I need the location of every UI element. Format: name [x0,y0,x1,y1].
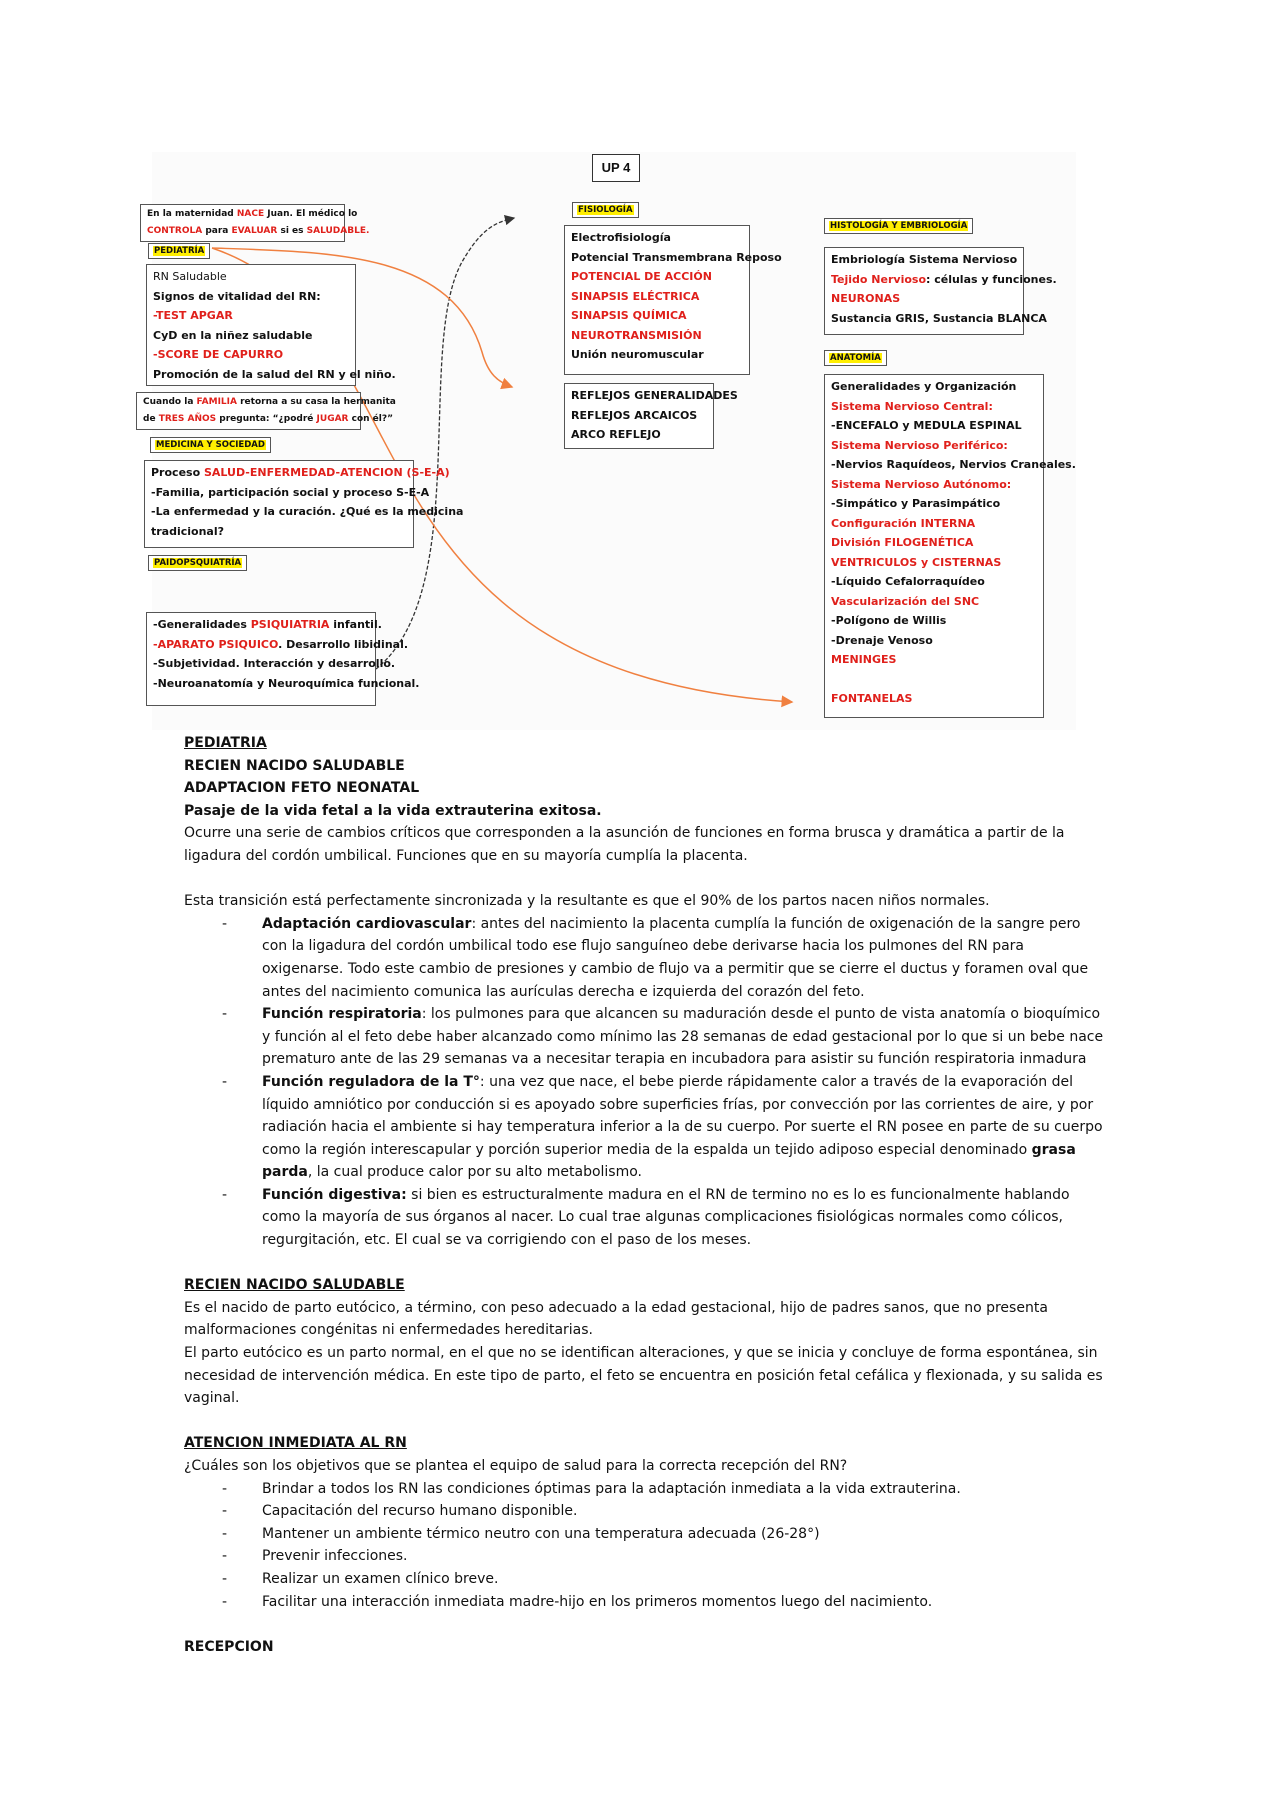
text-run: Proceso [151,466,204,479]
text-run: de [143,414,159,424]
concept-map [143,152,1076,730]
text-run: En la maternidad [147,209,237,219]
list-item: - Función respiratoria: los pulmones para que alcancen su maduración desde el punto de vista anatomía o bioquímico y función al el feto debe haber alcanzado como mínimo las 28 semanas de edad gestacional por lo que si un bebe nace prematuro ante de las 29 semanas va a necesitar terapia en incubadora para asistir su función respiratoria inmadura [184,1003,1104,1071]
text-run: SINAPSIS QUÍMICA [571,309,687,322]
text-run: infantil. [329,618,382,631]
text-run: REFLEJOS GENERALIDADES [571,389,738,402]
text-run: NACE [236,209,265,219]
text-run: -Drenaje Venoso [831,633,933,647]
text-run: TRES AÑOS [158,414,217,424]
list-item: - Función reguladora de la T°: una vez que nace, el bebe pierde rápidamente calor a través de la evaporación del líquido amniótico por conducción si es apoyado sobre superficies frías, por convección por las corrientes de aire, y por radiación hacia el ambiente si hay temperatura inferior a la de su cuerpo. Por suerte el RN posee en parte de su cuerpo como la región interescapular y porción superior media de la espalda un tejido adiposo especial denominado grasa parda, la cual produce calor por su alto metabolismo. [184,1071,1104,1184]
line-10 [831,572,1037,592]
text-run: Configuración INTERNA [831,516,976,530]
text-run: FAMILIA [196,397,237,407]
line-2 [571,425,707,445]
line-1 [153,287,349,307]
line-0 [147,206,358,223]
text-run: retorna a su casa la hermanita [236,397,396,407]
heading-pasaje: Pasaje de la vida fetal a la vida extrauterina exitosa. [184,802,602,819]
line-2 [153,654,396,674]
line-6 [571,345,743,365]
box-anatomia [824,374,1076,718]
text-run: PSIQUIATRIA [250,618,330,631]
heading-rn-saludable-2: RECIEN NACIDO SALUDABLE [184,1277,405,1294]
text-run: JUGAR [316,414,349,424]
line-4 [571,306,743,326]
text-run: REFLEJOS ARCAICOS [571,408,698,422]
line-0 [151,463,450,483]
line-9 [831,553,1037,573]
line-1 [151,483,430,503]
tag-pediatria: PEDIATRÍA [148,243,210,259]
text-run: VENTRICULOS y CISTERNAS [831,555,1002,569]
text-run: CyD en la niñez saludable [153,328,313,342]
tag-medicina: MEDICINA Y SOCIEDAD [150,437,271,453]
text-run: Promoción de la salud del RN y el niño. [153,367,396,381]
unit-title: UP 4 [592,154,640,182]
text-run: -Generalidades [153,618,251,631]
line-3 [153,674,420,694]
heading-rn-saludable: RECIEN NACIDO SALUDABLE [184,757,405,774]
text-run: RN Saludable [153,270,227,283]
line-2 [831,416,1037,436]
list-item: - Función digestiva: si bien es estructuralmente madura en el RN de termino no es lo es funcionalmente hablando como la mayoría de sus órganos al nacer. Lo cual trae algunas complicaciones fisiológicas normales como cólicos, regurgitación, etc. El cual se va corrigiendo con el paso de los meses. [184,1184,1104,1252]
list-item: - Facilitar una interacción inmediata madre-hijo en los primeros momentos luego del nacimiento. [184,1591,1104,1614]
text-run: Cuando la [143,397,197,407]
paragraph-cambios: Ocurre una serie de cambios críticos que corresponden a la asunción de funciones en forma brusca y dramática a partir de la ligadura del cordón umbilical. Funciones que en su mayoría cumplía la placenta. [184,825,1065,864]
text-run: CONTROLA [147,226,203,236]
line-1 [571,248,782,268]
line-2 [571,267,743,287]
text-run: -Familia, participación social y proceso S-E-A [151,485,430,499]
line-1 [831,270,1057,290]
text-run: MENINGES [831,653,897,666]
text-run: si es [277,226,307,236]
line-14 [831,650,1037,670]
tag-histologia: HISTOLOGÍA Y EMBRIOLOGÍA [824,218,973,234]
line-0 [153,267,349,287]
text-run: POTENCIAL DE ACCIÓN [571,270,712,283]
tag-anatomia: ANATOMÍA [824,350,887,366]
line-0 [831,250,1017,270]
line-5 [831,475,1037,495]
tag-fisiologia: FISIOLOGÍA [572,202,639,218]
text-run: SALUD-ENFERMEDAD-ATENCION (S-E-A) [203,466,450,479]
text-run: -TEST APGAR [153,309,233,322]
text-run: FONTANELAS [831,692,913,705]
line-15 [831,670,1037,690]
line-6 [831,494,1037,514]
line-7 [831,514,1037,534]
heading-pediatria: PEDIATRIA [184,735,267,751]
line-12 [831,611,1037,631]
line-8 [831,533,1037,553]
text-run: -Líquido Cefalorraquídeo [831,575,985,588]
line-0 [143,394,396,411]
line-5 [153,365,396,385]
list-item: - Adaptación cardiovascular: antes del nacimiento la placenta cumplía la función de oxigenación de la sangre pero con la ligadura del cordón umbilical todo ese flujo sanguíneo debe derivarse hacia los pulmones del RN para oxigenarse. Todo este cambio de presiones y cambio de flujo va a permitir que se cierre el ductus y foramen oval que antes del nacimiento comunica las aurículas derecha e izquierda del corazón del feto. [184,913,1104,1003]
box-pediatria [146,264,396,386]
line-2 [151,502,464,522]
list-item: - Mantener un ambiente térmico neutro con una temperatura adecuada (26-28°) [184,1523,1104,1546]
line-1 [147,223,370,240]
text-run: -ENCEFALO y MEDULA ESPINAL [831,419,1022,432]
line-2 [831,289,1017,309]
line-4 [831,455,1076,475]
heading-recepcion: RECEPCION [184,1638,274,1655]
text-run: Generalidades y Organización [831,380,1017,393]
paragraph-rn-definicion: Es el nacido de parto eutócico, a término, con peso adecuado a la edad gestacional, hijo de padres sanos, que no presenta malformaciones congénitas ni enfermedades hereditarias. [184,1299,1048,1339]
paragraph-parto: El parto eutócico es un parto normal, en el que no se identifican alteraciones, y que se inicia y concluye de forma espontánea, sin necesidad de intervención médica. En este tipo de parto, el feto se encuentra en posición fetal cefálica y flexionada, y su salida es vaginal. [184,1345,1103,1407]
text-run: Tejido Nervioso [831,272,926,286]
text-run: ARCO REFLEJO [571,428,661,441]
text-run: Potencial Transmembrana Reposo [571,250,782,264]
line-3 [151,522,407,542]
text-run: tradicional? [151,524,225,538]
box-histologia [824,247,1057,335]
line-3 [831,309,1047,329]
heading-atencion: ATENCION INMEDIATA AL RN [184,1435,407,1452]
text-run: Juan. El médico lo [264,209,358,219]
line-4 [153,345,349,365]
text-run: -SCORE DE CAPURRO [153,348,284,361]
line-0 [831,377,1037,397]
text-run: Sustancia GRIS, Sustancia BLANCA [831,311,1047,325]
line-1 [571,406,707,426]
text-run: Sistema Nervioso Central: [831,399,993,413]
text-run: División FILOGENÉTICA [831,536,974,549]
text-run: . Desarrollo libidinal. [278,637,409,651]
line-0 [153,615,382,635]
line-1 [831,397,1037,417]
line-2 [153,306,349,326]
paragraph-objetivos: ¿Cuáles son los objetivos que se plantea el equipo de salud para la correcta recepción del RN? [184,1458,848,1474]
text-run: -Subjetividad. Interacción y desarrollo. [153,657,396,670]
list-item: - Brindar a todos los RN las condiciones óptimas para la adaptación inmediata a la vida extrauterina. [184,1478,1104,1501]
list-item: - Capacitación del recurso humano disponible. [184,1500,1104,1523]
box-reflejos [564,383,738,449]
line-1 [143,411,394,428]
text-run: pregunta: “¿podré [216,414,317,424]
list-item: - Realizar un examen clínico breve. [184,1568,1104,1591]
line-13 [831,631,1037,651]
text-run: -Nervios Raquídeos, Nervios Craneales. [831,458,1076,471]
text-run: con él?” [348,414,394,424]
line-0 [571,228,743,248]
text-run: Vascularización del SNC [831,594,980,608]
text-run: -Neuroanatomía y Neuroquímica funcional. [153,676,420,690]
text-run: -La enfermedad y la curación. ¿Qué es la medicina [151,505,464,518]
document-body [184,732,1104,1658]
line-11 [831,592,1037,612]
note-nace [140,204,370,242]
text-run: -APARATO PSIQUICO [153,637,279,651]
line-0 [571,386,738,406]
text-run: Sistema Nervioso Autónomo: [831,477,1012,491]
line-3 [831,436,1037,456]
list-objetivos [184,1478,1104,1614]
text-run: SALUDABLE. [306,226,370,236]
text-run: para [202,226,232,236]
text-run: Sistema Nervioso Periférico: [831,438,1008,452]
paragraph-transicion: Esta transición está perfectamente sincronizada y la resultante es que el 90% de los partos nacen niños normales. [184,893,990,910]
text-run: SINAPSIS ELÉCTRICA [571,289,700,303]
box-fisiologia [564,225,782,375]
text-run: Embriología Sistema Nervioso [831,253,1018,266]
text-run: -Simpático y Parasimpático [831,497,1001,510]
text-run: -Polígono de Willis [831,614,947,627]
line-5 [571,326,743,346]
line-1 [153,635,409,655]
text-run: : células y funciones. [926,272,1057,286]
text-run: EVALUAR [231,226,278,236]
text-run: Electrofisiología [571,231,671,244]
heading-adaptacion: ADAPTACION FETO NEONATAL [184,780,420,797]
list-item: - Prevenir infecciones. [184,1545,1104,1568]
text-run: NEURONAS [831,292,901,305]
box-paidopsiquiatria [146,612,420,706]
text-run: Unión neuromuscular [571,348,704,361]
box-medicina [144,460,464,548]
line-3 [571,287,743,307]
line-16 [831,689,1037,709]
line-3 [153,326,349,346]
text-run: Signos de vitalidad del RN: [153,289,321,303]
list-funciones [184,913,1104,1252]
tag-paidopsiquiatria: PAIDOPSQUIATRÍA [148,555,247,571]
text-run: NEUROTRANSMISIÓN [571,328,702,342]
note-familia [136,392,396,430]
